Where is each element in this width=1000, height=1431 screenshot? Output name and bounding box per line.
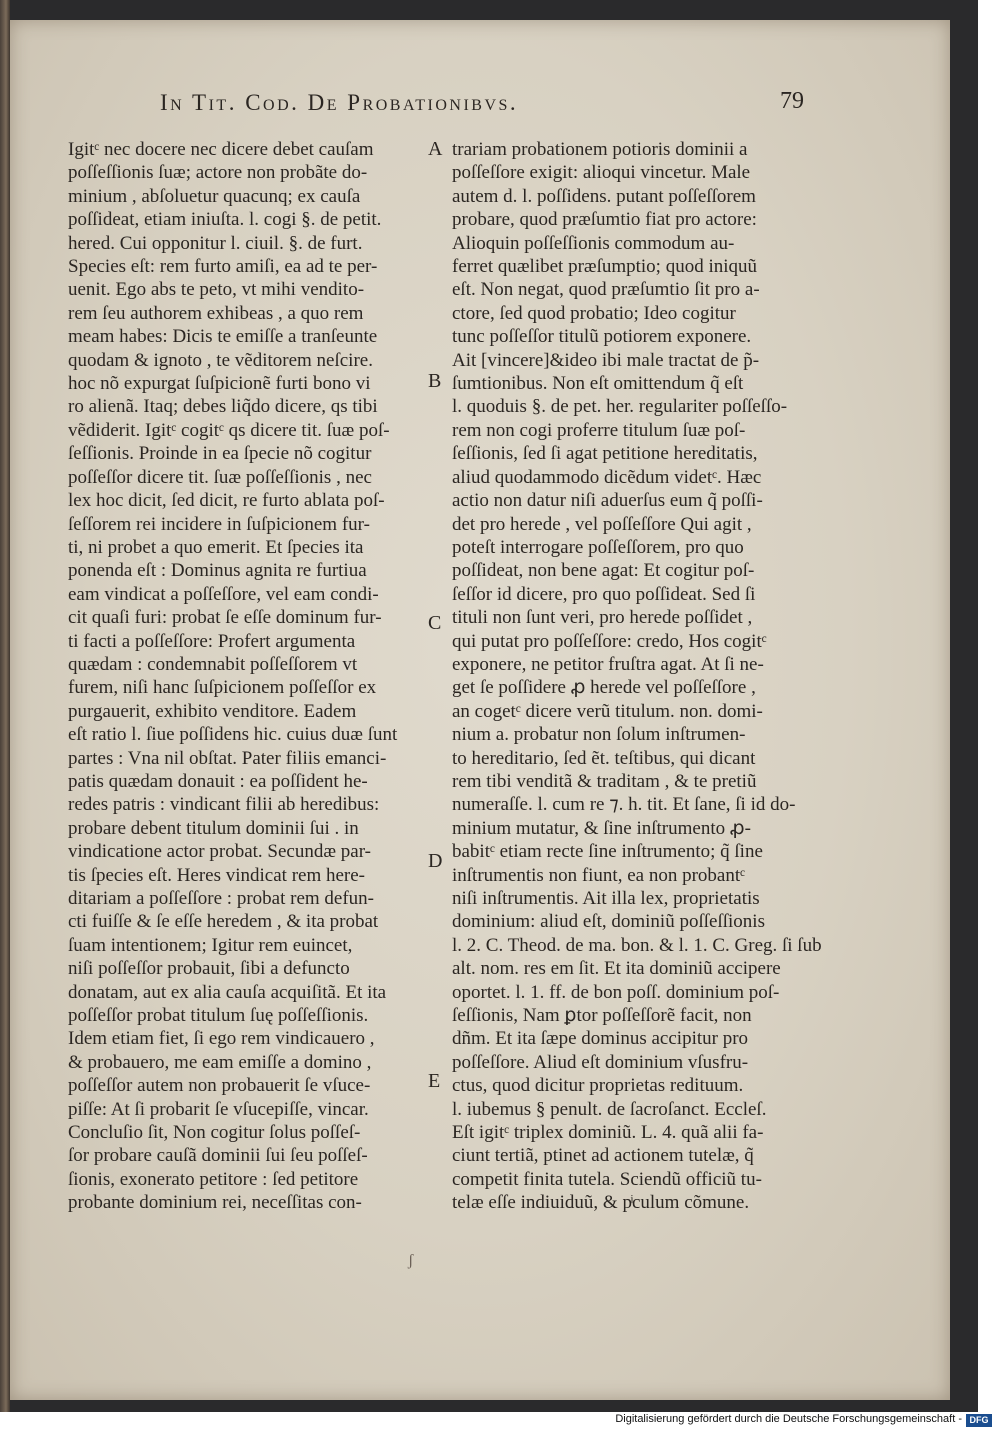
- margin-letter-c: C: [428, 612, 442, 634]
- text-line: uenit. Ego abs te peto, vt mihi vendito-: [68, 279, 365, 301]
- text-line: ſor probare cauſã dominii ſui ſeu poſſeſ-: [68, 1145, 368, 1167]
- text-line: vindicatione actor probat. Secundæ par-: [68, 841, 371, 863]
- text-line: ti, ni probet a quo emerit. Et ſpecies ita: [68, 536, 364, 558]
- text-line: poſſeſſore. Aliud eſt dominium vſusfru-: [452, 1051, 749, 1073]
- text-line: & probauero, me eam emiſſe a domino ,: [68, 1051, 372, 1073]
- text-line: poſſeſſor dicere tit. ſuæ poſſeſſionis , nec: [68, 466, 372, 488]
- text-line: poſſeſſor autem non probauerit ſe vſuce-: [68, 1075, 371, 1097]
- text-line: redes patris : vindicant filii ab heredibus:: [68, 794, 380, 816]
- text-line: quædam : condemnabit poſſeſſorem vt: [68, 653, 358, 675]
- catchword: ʃ: [408, 1252, 414, 1269]
- text-line: rem ſeu authorem exhibeas , a quo rem: [68, 302, 364, 324]
- text-line: ſionis, exonerato petitore : ſed petitore: [68, 1168, 359, 1190]
- text-line: ſumtionibus. Non eſt omittendum q̃ eſt: [452, 373, 744, 395]
- text-line: ſeſſionis. Proinde in ea ſpecie nõ cogitur: [68, 443, 372, 465]
- text-line: l. quoduis §. de pet. her. regulariter poſſeſſo-: [452, 396, 788, 418]
- book-page: [10, 20, 950, 1400]
- margin-letter-a: A: [428, 138, 443, 160]
- text-line: eſt ratio l. ſiue poſſidens hic. cuius duæ ſunt: [68, 724, 398, 746]
- text-line: actio non datur niſi aduerſus eum q̃ poſſi-: [452, 490, 763, 512]
- digitization-footer: [0, 1412, 1000, 1431]
- text-line: ro alienã. Itaq; debes liq̃do dicere, qs tibi: [68, 396, 378, 418]
- text-line: tituli non ſunt veri, pro herede poſſidet ,: [452, 607, 753, 629]
- text-line: babitᶜ etiam recte ſine inſtrumento; q̃ ſine: [452, 841, 763, 863]
- text-line: Idem etiam fiet, ſi ego rem vindicauero ,: [68, 1028, 375, 1050]
- text-line: ponenda eſt : Dominus agnita re furtiua: [68, 560, 367, 582]
- text-line: nium a. probatur non ſolum inſtrumen-: [452, 724, 746, 746]
- text-line: autem d. l. poſſidens. putant poſſeſſorem: [452, 185, 756, 207]
- text-line: patis quædam donauit : ea poſſident he-: [68, 770, 368, 792]
- text-line: niſi inſtrumentis. Ait illa lex, proprietatis: [452, 888, 760, 909]
- text-line: Ait [vincere]&ideo ibi male tractat de p̃-: [452, 349, 760, 371]
- text-line: poſſeſſionis ſuæ; actore non probãte do-: [68, 162, 368, 184]
- text-line: ctus, quod dicitur proprietas redituum.: [452, 1075, 744, 1097]
- text-line: purgauerit, exhibito venditore. Eadem: [68, 700, 357, 722]
- running-header: In Tit. Cod. De Probationibvs.: [160, 90, 519, 115]
- text-line: eam vindicat a poſſeſſore, vel eam condi-: [68, 583, 379, 605]
- text-line: ſeſſionis, ſed ſi agat petitione hereditatis,: [452, 443, 758, 465]
- text-line: poſſeſſor probat titulum ſuę poſſeſſionis.: [68, 1005, 369, 1027]
- text-line: ciunt tertiã, ptinet ad actionem tutelæ, q̃: [452, 1145, 754, 1167]
- text-line: poſſeſſore exigit: alioqui vincetur. Male: [452, 162, 751, 184]
- text-line: det pro herede , vel poſſeſſore Qui agit ,: [452, 513, 752, 535]
- text-line: poteſt interrogare poſſeſſorem, pro quo: [452, 536, 744, 558]
- text-line: hoc nõ expurgat ſuſpicionẽ furti bono vi: [68, 373, 371, 395]
- text-line: l. 2. C. Theod. de ma. bon. & l. 1. C. Greg. ſi ſub: [452, 934, 822, 956]
- text-line: ferret quælibet præſumptio; quod iniquũ: [452, 256, 758, 278]
- text-line: numeraſſe. l. cum re ⁊. h. tit. Et ſane, ſi id do-: [452, 794, 796, 816]
- text-line: probante dominium rei, neceſſitas con-: [68, 1192, 362, 1214]
- text-line: minium , abſoluetur quacunq; ex cauſa: [68, 185, 361, 207]
- text-line: meam habes: Dicis te emiſſe a tranſeunte: [68, 326, 378, 348]
- text-line: probare debent titulum dominii ſui . in: [68, 817, 359, 839]
- text-line: l. iubemus § penult. de ſacroſanct. Eccleſ.: [452, 1098, 767, 1120]
- text-line: dominium: aliud eſt, dominiũ poſſeſſionis: [452, 911, 765, 933]
- text-line: furem, niſi hanc ſuſpicionem poſſeſſor ex: [68, 677, 377, 699]
- text-line: cti fuiſſe & ſe eſſe heredem , & ita probat: [68, 911, 379, 933]
- text-line: aliud quodammodo dicẽdum videtᶜ. Hæc: [452, 466, 762, 488]
- text-line: hered. Cui opponitur l. ciuil. §. de furt.: [68, 232, 363, 254]
- text-line: tis ſpecies eſt. Heres vindicat rem here-: [68, 864, 366, 886]
- text-line: piſſe: At ſi probarit ſe vſucepiſſe, vincar.: [68, 1098, 369, 1120]
- funding-notice: Digitalisierung gefördert durch die Deutsche Forschungsgemeinschaft -: [615, 1413, 962, 1425]
- margin-letter-d: D: [428, 850, 443, 872]
- text-line: ti facti a poſſeſſore: Profert argumenta: [68, 630, 356, 652]
- text-line: Concluſio ſit, Non cogitur ſolus poſſeſ-: [68, 1122, 361, 1144]
- text-line: vẽdiderit. Igitᶜ cogitᶜ qs dicere tit. ſuæ poſ-: [68, 419, 390, 441]
- text-line: poſſideat, non bene agat: Et cogitur poſ-: [452, 560, 755, 582]
- page-number: 79: [780, 88, 804, 114]
- text-line: donatam, aut ex alia cauſa acquiſitã. Et ita: [68, 981, 387, 1003]
- text-line: get ſe poſſidere ꝓ herede vel poſſeſſore ,: [452, 677, 756, 699]
- right-text-column: [452, 138, 822, 1215]
- text-line: rem tibi venditã & traditam , & te pretiũ: [452, 770, 757, 792]
- margin-letter-b: B: [428, 370, 442, 392]
- text-line: cit quaſi furi: probat ſe eſſe dominum fur-: [68, 607, 382, 629]
- text-line: Species eſt: rem furto amiſi, ea ad te per-: [68, 256, 378, 278]
- text-line: Eſt igitᶜ triplex dominiũ. L. 4. quã alii fa-: [452, 1122, 764, 1144]
- left-text-column: [68, 138, 430, 1215]
- text-line: minium mutatur, & ſine inſtrumento ꝓ-: [452, 817, 751, 839]
- text-line: lex hoc dicit, ſed dicit, re furto ablata poſ-: [68, 490, 385, 512]
- text-line: Igitᶜ nec docere nec dicere debet cauſam: [68, 139, 374, 160]
- text-line: telæ eſſe indiuiduũ, & pͥculum cõmune.: [452, 1192, 750, 1214]
- text-line: quodam & ignoto , te vẽditorem neſcire.: [68, 349, 373, 371]
- text-line: competit finita tutela. Sciendũ officiũ tu-: [452, 1168, 762, 1190]
- text-line: inſtrumentis non fiunt, ea non probantᶜ: [452, 864, 745, 886]
- margin-letter-e: E: [428, 1070, 441, 1092]
- text-line: eſt. Non negat, quod præſumtio ſit pro a-: [452, 279, 760, 301]
- text-line: ſuam intentionem; Igitur rem euincet,: [68, 934, 353, 956]
- text-line: ſeſſor id dicere, pro quo poſſideat. Sed ſi: [452, 583, 756, 605]
- text-line: trariam probationem potioris dominii a: [452, 139, 748, 160]
- text-line: poſſideat, etiam iniuſta. l. cogi §. de petit.: [68, 209, 382, 231]
- text-line: alt. nom. res em ſit. Et ita dominiũ accipere: [452, 958, 781, 980]
- text-line: dñm. Et ita ſæpe dominus accipitur pro: [452, 1028, 749, 1050]
- text-line: to hereditario, ſed ẽt. teſtibus, qui dicant: [452, 747, 756, 769]
- book-edge: [0, 0, 10, 1412]
- dfg-logo: DFG: [966, 1414, 992, 1427]
- text-line: Alioquin poſſeſſionis commodum au-: [452, 232, 735, 254]
- text-line: exponere, ne petitor fruſtra agat. At ſi ne-: [452, 653, 764, 675]
- text-line: ſeſſionis, Nam ꝑtor poſſeſſorẽ facit, non: [452, 1005, 752, 1027]
- text-line: partes : Vna nil obſtat. Pater filiis emanci-: [68, 747, 387, 769]
- text-line: oportet. l. 1. ff. de bon poſſ. dominium poſ-: [452, 981, 780, 1003]
- text-line: probare, quod præſumtio fiat pro actore:: [452, 209, 757, 231]
- text-line: ſeſſorem rei incidere in ſuſpicionem fur-: [68, 513, 370, 535]
- text-line: an cogetᶜ dicere verũ titulum. non. domi-: [452, 700, 763, 722]
- text-line: qui putat pro poſſeſſore: credo, Hos cogitᶜ: [452, 630, 767, 652]
- text-line: tunc poſſeſſor titulũ potiorem exponere.: [452, 326, 752, 348]
- text-line: ditariam a poſſeſſore : probat rem defun-: [68, 888, 374, 909]
- text-line: niſi poſſeſſor probauit, ſibi a defuncto: [68, 958, 350, 980]
- text-line: rem non cogi proferre titulum ſuæ poſ-: [452, 419, 746, 441]
- text-line: ctore, ſed quod probatio; Ideo cogitur: [452, 302, 736, 324]
